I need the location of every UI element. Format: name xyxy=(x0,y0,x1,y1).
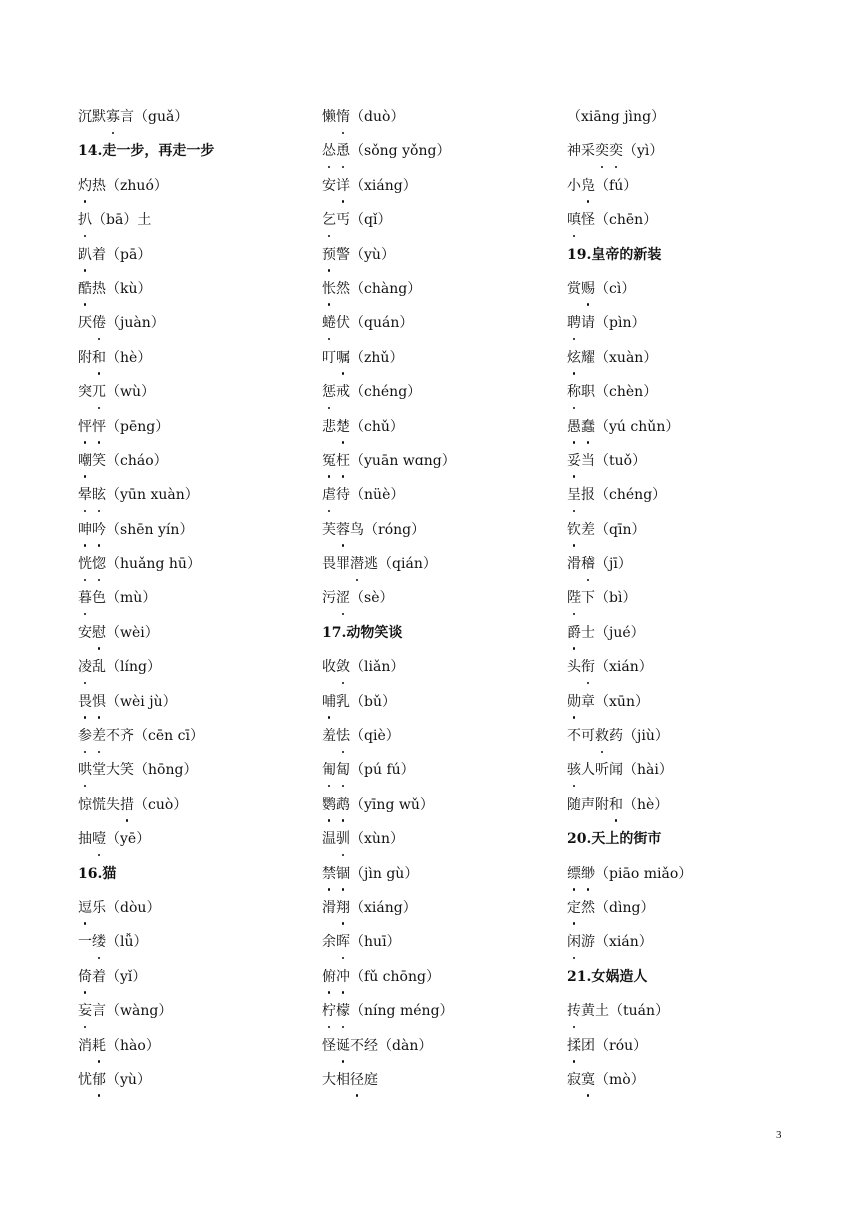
vocab-entry: 倚着（yǐ） xyxy=(78,966,328,1000)
vocab-entry: 妥当（tuǒ） xyxy=(567,450,817,484)
vocab-entry: 定然（dìng） xyxy=(567,897,817,931)
vocab-entry: 滑翔（xiáng） xyxy=(322,897,572,931)
vocab-entry: 沉默寡言（guǎ） xyxy=(78,106,328,140)
vocab-entry: 滑稽（jī） xyxy=(567,553,817,587)
vocab-entry: 愚蠢（yú chǔn） xyxy=(567,416,817,450)
vocab-entry: 炫耀（xuàn） xyxy=(567,347,817,381)
vocab-entry: 神采奕奕（yì） xyxy=(567,140,817,174)
vocab-entry: 鹦鹉（yīng wǔ） xyxy=(322,794,572,828)
vocab-entry: 嘲笑（cháo） xyxy=(78,450,328,484)
vocab-entry: 哄堂大笑（hōng） xyxy=(78,759,328,793)
vocab-entry: 芙蓉鸟（róng） xyxy=(322,519,572,553)
vocab-entry: 恍惚（huǎng hū） xyxy=(78,553,328,587)
vocab-entry: 缥缈（piāo miǎo） xyxy=(567,863,817,897)
section-heading: 16.猫 xyxy=(78,865,117,882)
vocab-entry: 暮色（mù） xyxy=(78,587,328,621)
vocab-entry: 参差不齐（cēn cī） xyxy=(78,725,328,759)
vocab-entry: 爵士（jué） xyxy=(567,622,817,656)
vocab-entry: 呈报（chéng） xyxy=(567,484,817,518)
vocab-entry: 突兀（wù） xyxy=(78,381,328,415)
vocab-entry: 禁锢（jìn gù） xyxy=(322,863,572,897)
vocab-entry: 叮嘱（zhǔ） xyxy=(322,347,572,381)
vocab-column-2 xyxy=(322,106,572,1103)
page-number: 3 xyxy=(776,1129,782,1141)
vocab-entry: 怪诞不经（dàn） xyxy=(322,1035,572,1069)
vocab-entry: （xiāng jìng） xyxy=(567,109,666,125)
vocab-entry: 消耗（hào） xyxy=(78,1035,328,1069)
vocab-entry: 附和（hè） xyxy=(78,347,328,381)
vocab-entry: 惊慌失措（cuò） xyxy=(78,794,328,828)
section-heading: 21.女娲造人 xyxy=(567,968,648,985)
vocab-entry: 妄言（wàng） xyxy=(78,1000,328,1034)
section-heading: 17.动物笑谈 xyxy=(322,624,403,641)
vocab-entry: 闲游（xián） xyxy=(567,931,817,965)
section-heading: 19.皇帝的新装 xyxy=(567,246,662,263)
vocab-entry: 钦差（qīn） xyxy=(567,519,817,553)
vocab-entry: 乞丐（qǐ） xyxy=(322,209,572,243)
vocab-entry: 头衔（xián） xyxy=(567,656,817,690)
vocab-entry: 抽噎（yē） xyxy=(78,828,328,862)
vocab-entry: 安慰（wèi） xyxy=(78,622,328,656)
vocab-entry: 凌乱（líng） xyxy=(78,656,328,690)
vocab-entry: 抟黄土（tuán） xyxy=(567,1000,817,1034)
vocab-entry: 怅然（chàng） xyxy=(322,278,572,312)
vocab-entry: 污涩（sè） xyxy=(322,587,572,621)
vocab-entry: 蜷伏（quán） xyxy=(322,312,572,346)
vocab-entry: 晕眩（yūn xuàn） xyxy=(78,484,328,518)
vocab-entry: 柠檬（níng méng） xyxy=(322,1000,572,1034)
vocab-entry: 收敛（liǎn） xyxy=(322,656,572,690)
vocab-entry: 小凫（fú） xyxy=(567,175,817,209)
vocab-entry: 大相径庭 xyxy=(322,1069,572,1103)
vocab-entry: 一缕（lǚ） xyxy=(78,931,328,965)
vocab-entry: 温驯（xùn） xyxy=(322,828,572,862)
vocab-entry: 怦怦（pēng） xyxy=(78,416,328,450)
vocab-entry: 称职（chèn） xyxy=(567,381,817,415)
vocab-entry: 畏罪潜逃（qián） xyxy=(322,553,572,587)
vocab-entry: 揉团（róu） xyxy=(567,1035,817,1069)
vocab-entry: 厌倦（juàn） xyxy=(78,312,328,346)
vocab-entry: 怂恿（sǒng yǒng） xyxy=(322,140,572,174)
vocab-entry: 勋章（xūn） xyxy=(567,691,817,725)
vocab-entry: 俯冲（fǔ chōng） xyxy=(322,966,572,1000)
vocab-entry: 灼热（zhuó） xyxy=(78,175,328,209)
vocab-entry: 畏惧（wèi jù） xyxy=(78,691,328,725)
vocab-column-3 xyxy=(567,106,817,1103)
vocab-entry: 忧郁（yù） xyxy=(78,1069,328,1103)
vocab-entry: 安详（xiáng） xyxy=(322,175,572,209)
vocab-entry: 呻吟（shēn yín） xyxy=(78,519,328,553)
vocab-entry: 随声附和（hè） xyxy=(567,794,817,828)
vocab-entry: 扒（bā）土 xyxy=(78,209,328,243)
vocab-entry: 悲楚（chǔ） xyxy=(322,416,572,450)
vocab-entry: 酷热（kù） xyxy=(78,278,328,312)
section-heading: 14.走一步，再走一步 xyxy=(78,143,215,160)
vocab-entry: 嗔怪（chēn） xyxy=(567,209,817,243)
vocab-entry: 预警（yù） xyxy=(322,244,572,278)
vocab-entry: 趴着（pā） xyxy=(78,244,328,278)
vocab-column-1 xyxy=(78,106,328,1103)
vocab-entry: 骇人听闻（hài） xyxy=(567,759,817,793)
vocab-entry: 赏赐（cì） xyxy=(567,278,817,312)
vocab-entry: 不可救药（jiù） xyxy=(567,725,817,759)
vocab-entry: 虐待（nüè） xyxy=(322,484,572,518)
vocab-entry: 惩戒（chéng） xyxy=(322,381,572,415)
vocab-entry: 陛下（bì） xyxy=(567,587,817,621)
vocab-entry: 逗乐（dòu） xyxy=(78,897,328,931)
vocab-entry: 聘请（pìn） xyxy=(567,312,817,346)
section-heading: 20.天上的街市 xyxy=(567,831,662,848)
vocab-entry: 懒惰（duò） xyxy=(322,106,572,140)
vocab-entry: 冤枉（yuān wɑng） xyxy=(322,450,572,484)
vocab-entry: 余晖（huī） xyxy=(322,931,572,965)
vocab-entry: 匍匐（pú fú） xyxy=(322,759,572,793)
vocab-entry: 寂寞（mò） xyxy=(567,1069,817,1103)
vocab-entry: 哺乳（bǔ） xyxy=(322,691,572,725)
vocab-entry: 羞怯（qiè） xyxy=(322,725,572,759)
